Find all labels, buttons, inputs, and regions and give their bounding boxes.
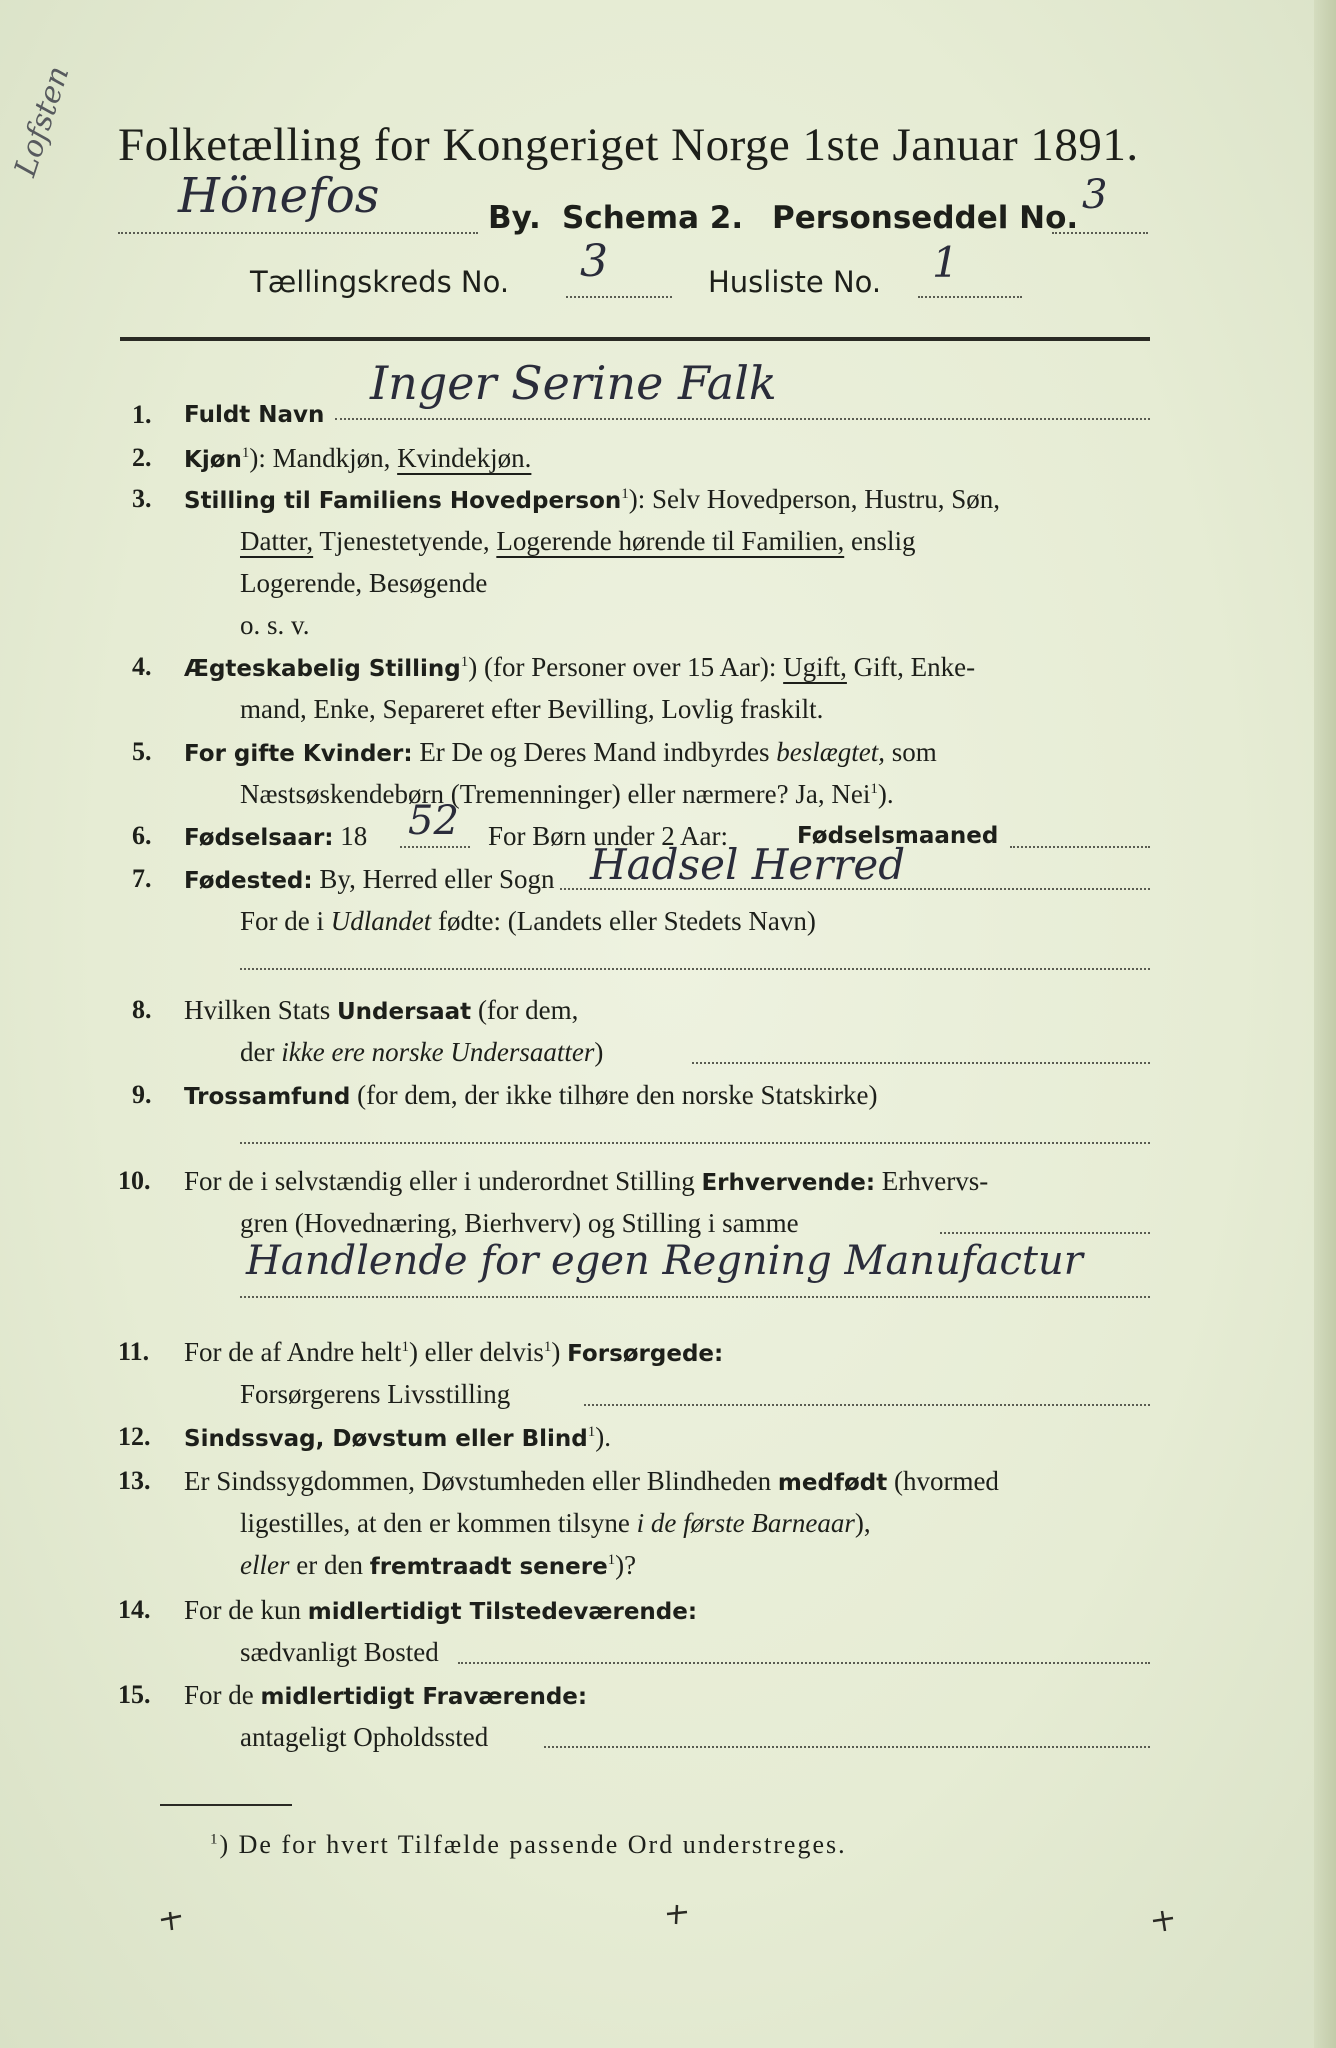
q6-mid: For Børn under 2 Aar:: [488, 821, 728, 851]
q8-line1: [184, 995, 578, 1026]
q13-number: 13.: [118, 1466, 151, 1495]
q2-opt-kvinde: Kvindekjøn.: [397, 443, 532, 473]
q11-pre: For de af Andre helt: [184, 1337, 402, 1367]
q5-line2: [240, 779, 894, 810]
q5-end: ).: [877, 779, 894, 809]
q6-line: [184, 821, 367, 852]
q14-dotline: [458, 1662, 1150, 1664]
q10-number: 10.: [118, 1166, 151, 1195]
q4-number: 4.: [132, 652, 152, 681]
q7-answer: Hadsel Herred: [590, 840, 906, 889]
q2-line: [184, 443, 531, 474]
q3-label: Stilling til Familiens Hovedperson: [184, 488, 622, 514]
q5-line2-text: Næstsøskendebørn (Tremenninger) eller nærmere? Ja, Nei: [240, 779, 871, 809]
q9-dotline: [240, 1142, 1150, 1144]
registration-mark-icon: [1150, 1908, 1176, 1934]
q4-pre: ) (for Personer over 15 Aar):: [468, 652, 784, 682]
q13-line1: [184, 1466, 999, 1497]
kreds-value: 3: [580, 236, 608, 287]
q11-mid: ) eller delvis: [408, 1337, 544, 1367]
q1-answer: Inger Serine Falk: [370, 356, 777, 410]
q2-label: Kjøn: [184, 447, 242, 473]
q1-label: Fuldt Navn: [184, 402, 325, 428]
q15-line1: [184, 1680, 587, 1711]
q10-dotline2: [240, 1296, 1150, 1298]
q13-line3: [240, 1550, 636, 1581]
q14-number: 14.: [118, 1595, 151, 1624]
city-dotline: [118, 232, 478, 234]
page-edge: [1314, 0, 1336, 2048]
q8-line2-post: ): [594, 1037, 604, 1067]
q13-line2: [240, 1508, 871, 1539]
q3-opt-datter: Datter,: [240, 526, 314, 556]
q7-dotline2: [240, 968, 1150, 970]
footnote-sup: 1: [210, 1831, 220, 1848]
q9-label: Trossamfund: [184, 1084, 351, 1110]
q8-number: 8.: [132, 995, 152, 1024]
q3-mid: Tjenestetyende,: [313, 526, 497, 556]
q12-sup: 1: [587, 1424, 596, 1440]
q13-post: (hvormed: [887, 1466, 999, 1496]
q8-line2-pre: der: [240, 1037, 282, 1067]
husliste-dotline: [918, 296, 1022, 298]
q13-pre: Er Sindssygdommen, Døvstumheden eller Blindheden: [184, 1466, 778, 1496]
q4-sup: 1: [460, 654, 469, 670]
registration-mark-icon: [664, 1902, 690, 1928]
q12-line: [184, 1422, 611, 1453]
q6-prefix: 18: [333, 821, 368, 851]
q6-answer: 52: [408, 798, 459, 844]
q13-line3-label: fremtraadt senere: [369, 1554, 608, 1580]
q4-opt-ugift: Ugift,: [783, 652, 847, 682]
q5-italic: beslægtet,: [776, 737, 885, 767]
q3-line1-text: ): Selv Hovedperson, Hustru, Søn,: [628, 484, 1000, 514]
q13-line3-it: eller: [240, 1550, 290, 1580]
q3-line3: Logerende, Besøgende: [240, 568, 488, 598]
by-label: By.: [488, 200, 541, 236]
q15-pre: For de: [184, 1680, 261, 1710]
q1-dotline: [335, 418, 1150, 420]
footnote-rule: [160, 1804, 292, 1806]
personseddel-label: Personseddel No.: [772, 200, 1079, 236]
q5-pre: Er De og Deres Mand indbyrdes: [412, 737, 777, 767]
q15-label: midlertidigt Fraværende:: [260, 1684, 588, 1710]
q3-sup: 1: [621, 486, 629, 502]
q13-line2-it: i de første Barneaar: [636, 1508, 855, 1538]
q15-dotline: [544, 1746, 1150, 1748]
q14-line1: [184, 1595, 697, 1626]
q6-month-dotline: [1010, 846, 1150, 848]
q2-opt-mand: Mandkjøn,: [272, 443, 391, 473]
q8-label: Undersaat: [337, 999, 472, 1025]
header-rule: [120, 337, 1150, 341]
q7-line2-it: Udlandet: [330, 906, 432, 936]
personseddel-value: 3: [1082, 172, 1108, 218]
q7-number: 7.: [132, 864, 152, 893]
q7-line2: [240, 906, 816, 937]
q13-line2-pre: ligestilles, at den er kommen tilsyne: [240, 1508, 637, 1538]
q13-line3-mid: er den: [289, 1550, 370, 1580]
q12-end: ).: [595, 1422, 612, 1452]
q2-number: 2.: [132, 443, 152, 472]
q14-line2: sædvanligt Bosted: [240, 1637, 439, 1667]
q3-number: 3.: [132, 484, 152, 513]
q7-line2-post: fødte: (Landets eller Stedets Navn): [431, 906, 816, 936]
q14-label: midlertidigt Tilstedeværende:: [307, 1599, 698, 1625]
q13-line2-post: ),: [854, 1508, 871, 1538]
q2-colon: ):: [249, 443, 266, 473]
q13-sup: 1: [607, 1552, 616, 1568]
q11-post: ): [551, 1337, 568, 1367]
q9-number: 9.: [132, 1080, 152, 1109]
q3-line2: [240, 526, 915, 557]
q15-line2: antageligt Opholdssted: [240, 1722, 489, 1752]
q6-label: Fødselsaar:: [184, 825, 334, 851]
schema-label: Schema 2.: [562, 200, 744, 236]
q4-label: Ægteskabelig Stilling: [184, 656, 461, 682]
q5-sup: 1: [870, 781, 878, 797]
q3-line1: [184, 484, 1000, 515]
q11-line2: Forsørgerens Livsstilling: [240, 1379, 511, 1409]
footnote: [210, 1830, 847, 1860]
q5-post: som: [884, 737, 937, 767]
kreds-dotline: [566, 296, 672, 298]
q6-number: 6.: [132, 821, 152, 850]
q8-pre: Hvilken Stats: [184, 995, 337, 1025]
q9-text: (for dem, der ikke tilhøre den norske Statskirke): [350, 1080, 878, 1110]
q10-pre: For de i selvstændig eller i underordnet Stilling: [184, 1166, 702, 1196]
q11-number: 11.: [118, 1337, 150, 1366]
footnote-text: ) De for hvert Tilfælde passende Ord understreges.: [219, 1830, 847, 1859]
q1-number: 1.: [132, 400, 152, 429]
q8-line2-it: ikke ere norske Undersaatter: [281, 1037, 595, 1067]
q7-dotline: [560, 888, 1150, 890]
q7-line1: [184, 864, 555, 895]
registration-mark-icon: [158, 1908, 184, 1934]
q10-line1: [184, 1166, 988, 1197]
q12-label: Sindssvag, Døvstum eller Blind: [184, 1426, 588, 1452]
q10-label: Erhvervende:: [701, 1170, 876, 1196]
q13-line3-end: )?: [615, 1550, 637, 1580]
husliste-label: Husliste No.: [708, 265, 882, 299]
q3-line4: o. s. v.: [240, 610, 310, 640]
q8-post: (for dem,: [471, 995, 579, 1025]
margin-note: Lofsten: [8, 61, 77, 181]
q11-dotline: [584, 1404, 1150, 1406]
personseddel-dotline: [1052, 232, 1148, 234]
q5-label: For gifte Kvinder:: [184, 741, 413, 767]
kreds-label: Tællingskreds No.: [250, 265, 510, 299]
q9-line: [184, 1080, 877, 1111]
q5-line1: [184, 737, 937, 768]
q4-line1: [184, 652, 975, 683]
q6-label2: Fødselsmaaned: [797, 823, 999, 849]
q7-label: Fødested:: [184, 868, 313, 894]
q11-sup2: 1: [543, 1339, 552, 1355]
q4-line2: mand, Enke, Separeret efter Bevilling, Lovlig fraskilt.: [240, 694, 824, 724]
q6-year-dotline: [400, 846, 470, 848]
q2-sup: 1: [241, 445, 250, 461]
q3-end: enslig: [844, 526, 916, 556]
q8-line2: [240, 1037, 603, 1068]
q11-line1: [184, 1337, 723, 1368]
q3-opt-logerende: Logerende hørende til Familien,: [496, 526, 845, 556]
q7-text: By, Herred eller Sogn: [312, 864, 555, 894]
q15-number: 15.: [118, 1680, 151, 1709]
q10-post: Erhvervs-: [875, 1166, 989, 1196]
q10-dotline: [940, 1232, 1150, 1234]
q7-line2-pre: For de i: [240, 906, 331, 936]
city-handwritten: Hönefos: [178, 168, 380, 224]
q10-line2: gren (Hovednæring, Bierhverv) og Stilling i samme: [240, 1208, 799, 1238]
husliste-value: 1: [932, 238, 959, 287]
q4-post: Gift, Enke-: [846, 652, 976, 682]
q8-dotline: [692, 1062, 1150, 1064]
q14-pre: For de kun: [184, 1595, 308, 1625]
q5-number: 5.: [132, 737, 152, 766]
q11-sup: 1: [401, 1339, 409, 1355]
q11-label: Forsørgede:: [567, 1341, 724, 1367]
form-title: Folketælling for Kongeriget Norge 1ste Januar 1891.: [118, 119, 1139, 171]
q13-label: medfødt: [777, 1470, 888, 1496]
q10-answer: Handlende for egen Regning Manufactur: [246, 1238, 1083, 1284]
q12-number: 12.: [118, 1422, 151, 1451]
